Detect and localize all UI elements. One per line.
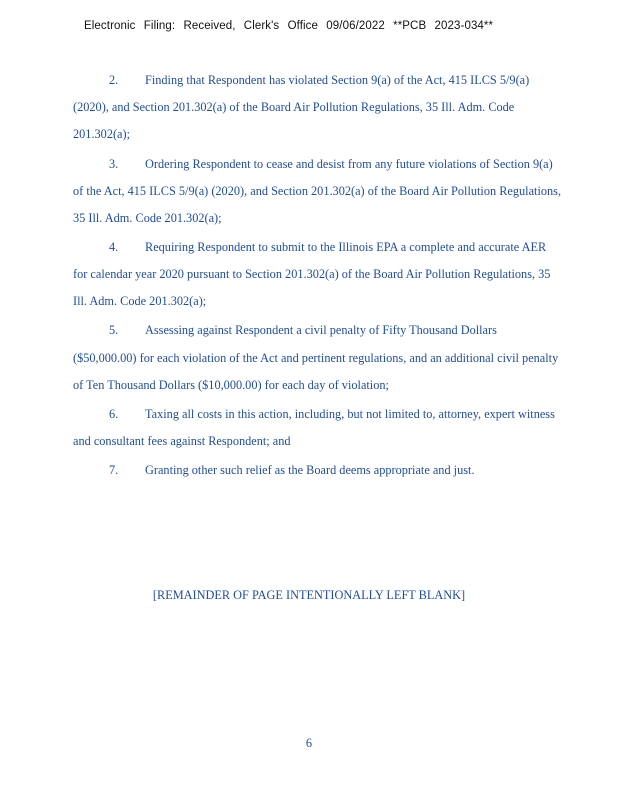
item-line: (2020), and Section 201.302(a) of the Board Air Pollution Regulations, 35 Ill. Adm. Code [73, 100, 515, 114]
item-line: Finding that Respondent has violated Section 9(a) of the Act, 415 ILCS 5/9(a) [145, 73, 530, 87]
item-number: 5. [109, 323, 119, 337]
item-line: 35 Ill. Adm. Code 201.302(a); [73, 211, 222, 225]
item-line: 201.302(a); [73, 127, 131, 141]
item-line: Ill. Adm. Code 201.302(a); [73, 294, 207, 308]
item-number: 2. [109, 73, 119, 87]
item-line: Requiring Respondent to submit to the Illinois EPA a complete and accurate AER [145, 240, 547, 254]
item-number: 6. [109, 407, 119, 421]
item-line: of Ten Thousand Dollars ($10,000.00) for each day of violation; [73, 378, 389, 392]
item-line: Assessing against Respondent a civil penalty of Fifty Thousand Dollars [145, 323, 497, 337]
item-number: 4. [109, 240, 119, 254]
item-line: Granting other such relief as the Board deems appropriate and just. [145, 463, 475, 477]
item-number: 3. [109, 157, 119, 171]
item-number: 7. [109, 463, 119, 477]
item-line: Ordering Respondent to cease and desist from any future violations of Section 9(a) [145, 157, 553, 171]
item-line: of the Act, 415 ILCS 5/9(a) (2020), and Section 201.302(a) of the Board Air Pollution Regulations, [73, 184, 562, 198]
electronic-filing-header: Electronic Filing: Received, Clerk's Office 09/06/2022 **PCB 2023-034** [84, 20, 494, 32]
item-line: Taxing all costs in this action, including, but not limited to, attorney, expert witness [145, 407, 555, 421]
item-line: for calendar year 2020 pursuant to Section 201.302(a) of the Board Air Pollution Regulations, 35 [73, 267, 551, 281]
page-number: 6 [305, 736, 313, 750]
item-line: and consultant fees against Respondent; and [73, 434, 291, 448]
remainder-blank-notice: [REMAINDER OF PAGE INTENTIONALLY LEFT BLANK] [152, 588, 466, 602]
item-line: ($50,000.00) for each violation of the Act and pertinent regulations, and an additional civil penalty [73, 351, 559, 365]
